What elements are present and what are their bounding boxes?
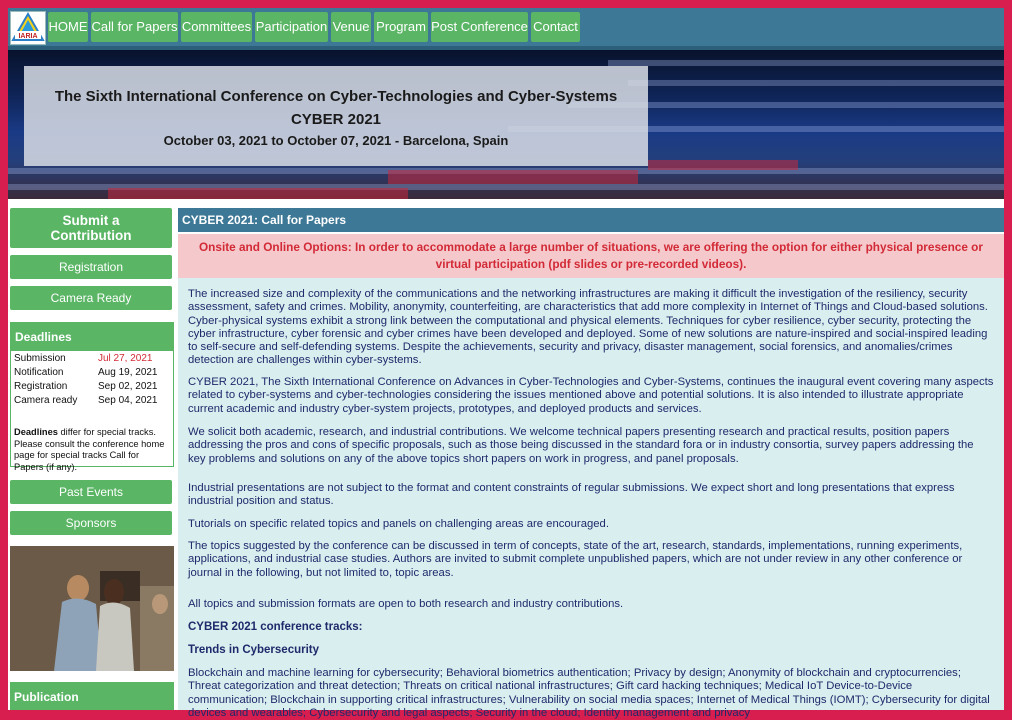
stadium-banner — [8, 50, 1004, 199]
conference-photo — [10, 546, 174, 671]
paragraph: We solicit both academic, research, and industrial contributions. We welcome technical papers presenting research and practical results, position papers addressing the pros and cons of specific proposals, such as those being discussed in the standard fora or in industry consortia, survey papers addressing the key problems and solutions on any of the above topics short papers on work in progress, and panel proposals. — [188, 426, 974, 465]
deadline-label: Camera ready — [14, 395, 78, 406]
onsite-online-notice: Onsite and Online Options: In order to accommodate a large number of situations, we are offering the option for either physical presence or virtual participation (pdf slides or pre-recorded videos). — [178, 234, 1004, 278]
submit-label-line2: Contribution — [50, 228, 132, 243]
paragraph: Industrial presentations are not subject to the format and content constraints of regular submissions. We expect short and long presentations that express industrial position and status. — [188, 482, 955, 508]
deadlines-note-bold: Deadlines — [14, 427, 58, 437]
deadline-label: Notification — [14, 367, 64, 378]
camera-ready-button[interactable]: Camera Ready — [10, 286, 172, 310]
track-topics: Blockchain and machine learning for cybersecurity; Behavioral biometrics authentication; Privacy by design; Anonymity of blockchain and cryptocurrencies; Threat categorization and threat detection; Threats on critical national infrastructures; Gift card hacking techniques; Medical IoT Device-to-Device communication; Blockchain in supporting critical infrastructures; Vulnerability on social media spaces; Internet of Medical Things (IOMT); Cybersecurity for digital devices and wearables; Cybersecurity and legal aspects; Security in the cloud; Identity management and privacy — [188, 667, 990, 719]
deadlines-title: Deadlines — [11, 323, 173, 351]
deadline-date: Sep 04, 2021 — [98, 395, 158, 406]
conference-acronym: CYBER 2021 — [290, 111, 382, 128]
past-events-button[interactable]: Past Events — [10, 480, 172, 504]
paragraph: The increased size and complexity of the communications and the networking infrastructures are making it difficult the investigation of the resiliency, security assessment, safety and crimes. Mobility, anonymity, counterfeiting, are characteristics that add more complexity in Internet of Things and Cloud-based solutions. Cyber-physical systems exhibit a strong link between the computational and physical elements. Techniques for cyber resilience, cyber security, protecting the cyber infrastructure, cyber forensic and cyber crimes have been developed and deployed. Some of new solutions are nature-inspired and social-inspired leading to self-secure and self-defending systems. Despite the achievements, security and privacy, disaster management, social forensics, and anomalies/crimes detection are challenges within cyber-systems. — [188, 288, 988, 367]
deadline-date: Jul 27, 2021 — [98, 353, 153, 364]
deadlines-note-text: differ for special tracks. Please consult the conference home page for special tracks Call for Papers (if any). — [14, 427, 165, 472]
iaria-logo[interactable] — [10, 11, 46, 45]
submit-label-line1: Submit a — [62, 213, 120, 228]
conference-dates: October 03, 2021 to October 07, 2021 - Barcelona, Spain — [163, 133, 509, 148]
deadline-label: Registration — [14, 381, 68, 392]
nav-home[interactable]: HOME — [48, 12, 88, 42]
logo-text: IARIA — [18, 33, 38, 40]
conference-title: The Sixth International Conference on Cyber-Technologies and Cyber-Systems — [54, 88, 618, 105]
nav-post-conference[interactable]: Post Conference — [431, 12, 528, 42]
sponsors-button[interactable]: Sponsors — [10, 511, 172, 535]
track-title: Trends in Cybersecurity — [188, 644, 320, 656]
nav-program[interactable]: Program — [374, 12, 428, 42]
paragraph: Tutorials on specific related topics and panels on challenging areas are encouraged. — [188, 518, 609, 530]
nav-call-for-papers[interactable]: Call for Papers — [91, 12, 178, 42]
deadlines-panel — [10, 322, 174, 472]
registration-button[interactable]: Registration — [10, 255, 172, 279]
page-frame — [8, 8, 1004, 719]
nav-contact[interactable]: Contact — [531, 12, 580, 42]
paragraph: CYBER 2021, The Sixth International Conference on Advances in Cyber-Technologies and Cyber-Systems, continues the inaugural event covering many aspects related to cyber-systems and cyber-technologies considering the issues mentioned above and potential solutions. It is also intended to illustrate appropriate current academic and industry cyber-system projects, prototypes, and deployed products and services. — [188, 376, 994, 415]
top-nav — [8, 8, 1004, 46]
deadlines-note — [14, 427, 170, 473]
call-for-papers-content — [178, 278, 1004, 719]
nav-participation[interactable]: Participation — [255, 12, 328, 42]
publication-panel-header[interactable]: Publication — [10, 682, 174, 710]
nav-committees[interactable]: Committees — [181, 12, 252, 42]
submit-contribution-button[interactable] — [10, 208, 172, 248]
nav-venue[interactable]: Venue — [331, 12, 371, 42]
page-title: CYBER 2021: Call for Papers — [178, 208, 1004, 232]
tracks-heading: CYBER 2021 conference tracks: — [188, 621, 363, 633]
deadline-date: Aug 19, 2021 — [98, 367, 158, 378]
paragraph: All topics and submission formats are open to both research and industry contributions. — [188, 598, 624, 610]
deadline-label: Submission — [14, 353, 66, 364]
deadline-date: Sep 02, 2021 — [98, 381, 158, 392]
conference-title-box — [24, 66, 648, 166]
paragraph: The topics suggested by the conference can be discussed in term of concepts, state of the art, research, standards, implementations, running experiments, applications, and industrial case studies. Authors are invited to submit complete unpublished papers, which are not under review in any other conference or journal in the following, but not limited to, topic areas. — [188, 540, 963, 579]
